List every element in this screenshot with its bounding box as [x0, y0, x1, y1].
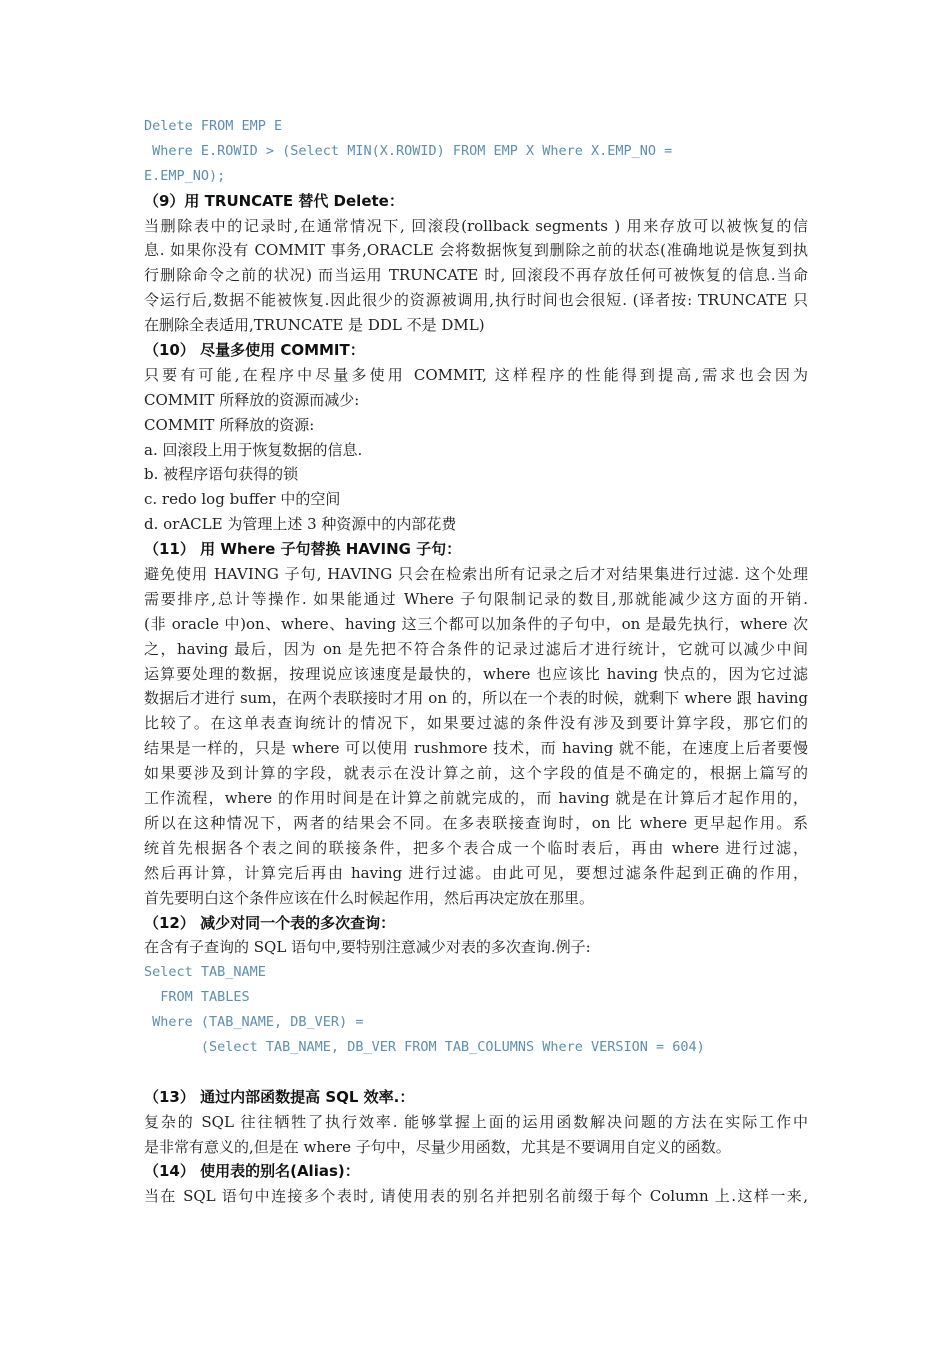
paragraph-line: 结果是一样的，只是 where 可以使用 rushmore 技术，而 having 就不能，在速度上后者要慢 — [144, 739, 808, 758]
paragraph-line: 首先要明白这个条件应该在什么时候起作用，然后再决定放在那里。 — [144, 888, 595, 907]
section-heading-11: （11） 用 Where 子句替换 HAVING 子句： — [144, 540, 462, 559]
paragraph-line: 数据后才进行 sum，在两个表联接时才用 on 的，所以在一个表的时候，就剩下 where 跟 having — [144, 689, 808, 708]
list-item: c. redo log buffer 中的空间 — [144, 490, 341, 509]
document-body — [144, 114, 808, 1209]
paragraph-line: (非 oracle 中)on、where、having 这三个都可以加条件的子句中，on 是最先执行，where 次 — [144, 614, 808, 633]
paragraph-line: 令运行后,数据不能被恢复.因此很少的资源被调用,执行时间也会很短. (译者按: TRUNCATE 只 — [144, 291, 808, 310]
paragraph-line: 行删除命令之前的状况) 而当运用 TRUNCATE 时, 回滚段不再存放任何可被恢复的信息.当命 — [144, 266, 808, 285]
paragraph-line: 然后再计算，计算完后再由 having 进行过滤。由此可见，要想过滤条件起到正确的作用， — [144, 863, 808, 882]
paragraph-line: COMMIT 所释放的资源而减少: — [144, 390, 360, 409]
paragraph-line: 统首先根据各个表之间的联接条件，把多个表合成一个临时表后，再由 where 进行过滤， — [144, 838, 808, 857]
paragraph-line: 只要有可能,在程序中尽量多使用 COMMIT, 这样程序的性能得到提高,需求也会因为 — [144, 365, 808, 384]
paragraph-line: 当删除表中的记录时,在通常情况下, 回滚段(rollback segments ) 用来存放可以被恢复的信 — [144, 216, 808, 235]
paragraph-line: 息. 如果你没有 COMMIT 事务,ORACLE 会将数据恢复到删除之前的状态(准确地说是恢复到执 — [144, 241, 808, 260]
list-item: a. 回滚段上用于恢复数据的信息. — [144, 440, 363, 459]
code-line: Delete FROM EMP E — [144, 118, 283, 134]
code-line: Where (TAB_NAME, DB_VER) = — [144, 1014, 364, 1031]
list-item: b. 被程序语句获得的锁 — [144, 465, 299, 484]
blank-line — [144, 1060, 808, 1085]
section-heading-14: （14） 使用表的别名(Alias)： — [144, 1162, 360, 1181]
paragraph-line: 在删除全表适用,TRUNCATE 是 DDL 不是 DML) — [144, 316, 485, 335]
section-heading-10: （10） 尽量多使用 COMMIT： — [144, 341, 365, 360]
section-heading-13: （13） 通过内部函数提高 SQL 效率.： — [144, 1087, 415, 1106]
code-line: Where E.ROWID > (Select MIN(X.ROWID) FROM EMP X Where X.EMP_NO = — [144, 142, 673, 159]
paragraph-line: 工作流程，where 的作用时间是在计算之前就完成的，而 having 就是在计算后才起作用的， — [144, 789, 808, 808]
paragraph-line: 如果要涉及到计算的字段，就表示在没计算之前，这个字段的值是不确定的，根据上篇写的 — [144, 764, 808, 783]
section-heading-12: （12） 减少对同一个表的多次查询： — [144, 913, 396, 932]
paragraph-line: 在含有子查询的 SQL 语句中,要特别注意减少对表的多次查询.例子: — [144, 938, 591, 957]
paragraph-line: 之，having 最后，因为 on 是先把不符合条件的记录过滤后才进行统计，它就可以减少中间 — [144, 639, 808, 658]
code-line: E.EMP_NO); — [144, 167, 226, 184]
paragraph-line: 避免使用 HAVING 子句, HAVING 只会在检索出所有记录之后才对结果集进行过滤. 这个处理 — [144, 565, 808, 584]
paragraph-line: 当在 SQL 语句中连接多个表时, 请使用表的别名并把别名前缀于每个 Column 上.这样一来, — [144, 1187, 808, 1206]
paragraph-line: 复杂的 SQL 往往牺牲了执行效率. 能够掌握上面的运用函数解决问题的方法在实际工作中 — [144, 1112, 808, 1131]
paragraph-line: 需要排序,总计等操作. 如果能通过 Where 子句限制记录的数目,那就能减少这方面的开销. — [144, 589, 808, 608]
paragraph-line: 所以在这种情况下，两者的结果会不同。在多表联接查询时，on 比 where 更早起作用。系 — [144, 813, 808, 832]
code-line: Select TAB_NAME — [144, 964, 266, 981]
paragraph-line: 比较了。在这单表查询统计的情况下，如果要过滤的条件没有涉及到要计算字段，那它们的 — [144, 714, 808, 733]
section-heading-9: （9）用 TRUNCATE 替代 Delete： — [144, 191, 404, 210]
code-line: FROM TABLES — [144, 989, 250, 1006]
paragraph-line: 运算要处理的数据，按理说应该速度是最快的，where 也应该比 having 快点的，因为它过滤 — [144, 664, 808, 683]
code-line: (Select TAB_NAME, DB_VER FROM TAB_COLUMNS Where VERSION = 604) — [144, 1038, 705, 1055]
paragraph-line: 是非常有意义的,但是在 where 子句中，尽量少用函数，尤其是不要调用自定义的函数。 — [144, 1137, 731, 1156]
paragraph-line: COMMIT 所释放的资源: — [144, 415, 315, 434]
list-item: d. orACLE 为管理上述 3 种资源中的内部花费 — [144, 515, 457, 534]
